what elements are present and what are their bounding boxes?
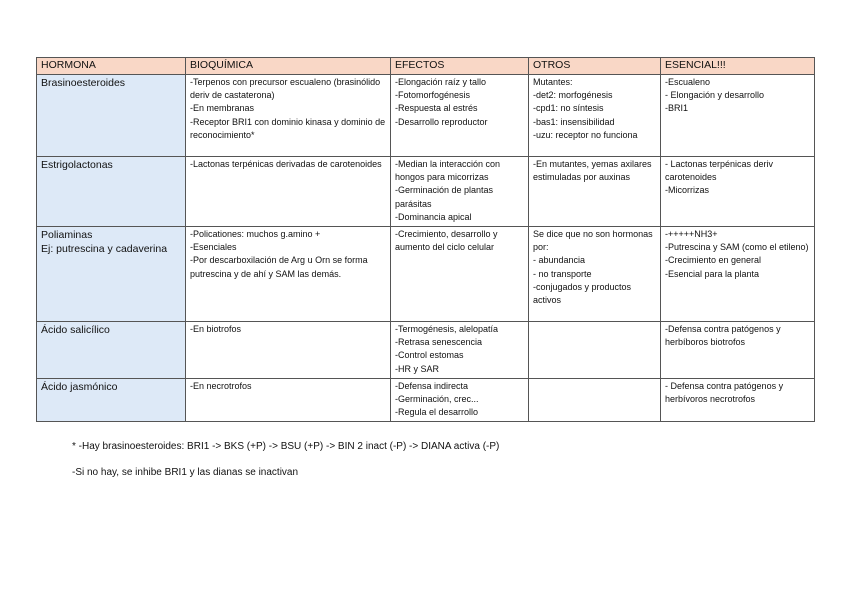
footnote-signaling: * -Hay brasinoesteroides: BRI1 -> BKS (+P) -> BSU (+P) -> BIN 2 inact (-P) -> DIANA activa (-P) [72,441,500,452]
cell-esencial [661,322,815,379]
cell-line: - abundancia [533,255,586,266]
cell-efectos [391,75,529,157]
cell-line: -Desarrollo reproductor [395,116,488,127]
cell-line: -Germinación de plantas parásitas [395,185,494,209]
cell-esencial [661,75,815,157]
header-bioquimica: BIOQUÍMICA [186,58,391,75]
cell-line: -Median la interacción con hongos para micorrizas [395,159,501,183]
header-hormona: HORMONA [37,58,186,75]
cell-line: -+++++NH3+ [665,229,718,240]
cell-line: -Crecimiento en general [665,255,762,266]
cell-bioquimica [186,157,391,227]
cell-line: -Control estomas [395,350,464,361]
table-row [37,227,815,322]
cell-efectos [391,157,529,227]
cell-hormona [37,157,186,227]
cell-line: -Policationes: muchos g.amino + [190,229,321,240]
header-esencial: ESENCIAL!!! [661,58,815,75]
cell-line: -Respuesta al estrés [395,103,478,114]
cell-line: -bas1: insensibilidad [533,116,615,127]
cell-line: -Esencial para la planta [665,268,760,279]
cell-bioquimica [186,378,391,422]
cell-line: - Lactonas terpénicas deriv carotenoides [665,159,774,183]
cell-line: Mutantes: [533,77,573,87]
cell-bioquimica [186,75,391,157]
cell-esencial [661,157,815,227]
cell-line: -En biotrofos [190,324,242,335]
cell-line: -Fotomorfogénesis [395,90,471,101]
cell-line: Ej: putrescina y cadaverina [41,243,168,256]
cell-bioquimica [186,227,391,322]
cell-line: - Elongación y desarrollo [665,90,765,101]
cell-line: -Crecimiento, desarrollo y aumento del ciclo celular [395,229,498,253]
cell-line: Se dice que no son hormonas por: [533,229,653,253]
cell-line: -Elongación raíz y tallo [395,77,487,87]
cell-otros [529,378,661,422]
cell-line: -Putrescina y SAM (como el etileno) [665,242,809,253]
cell-otros [529,322,661,379]
cell-line: -Micorrizas [665,185,709,196]
cell-hormona [37,75,186,157]
cell-line: Ácido salicílico [41,324,110,337]
table-row [37,157,815,227]
footnote-inhibition: -Si no hay, se inhibe BRI1 y las dianas se inactivan [72,467,299,478]
header-efectos: EFECTOS [391,58,529,75]
hormone-table [36,57,815,422]
cell-otros [529,157,661,227]
cell-line: -En mutantes, yemas axilares estimuladas por auxinas [533,159,652,183]
header-otros: OTROS [529,58,661,75]
cell-line: -Terpenos con precursor escualeno (brasinólido deriv de castaterona) [190,77,381,101]
cell-otros [529,227,661,322]
header-row [37,58,815,75]
cell-line: - no transporte [533,268,592,279]
cell-efectos [391,322,529,379]
cell-line: -Germinación, crec... [395,394,479,405]
cell-line: -uzu: receptor no funciona [533,129,638,140]
cell-line: -En necrotrofos [190,380,252,391]
table-row [37,378,815,422]
cell-line: -Retrasa senescencia [395,337,483,348]
cell-line: - Defensa contra patógenos y herbívoros necrotrofos [665,380,784,405]
cell-line: -Receptor BRI1 con dominio kinasa y dominio de reconocimiento* [190,116,386,140]
cell-line: Ácido jasmónico [41,380,118,393]
cell-line: Brasinoesteroides [41,77,126,89]
cell-line: -Termogénesis, alelopatía [395,324,499,335]
cell-esencial [661,227,815,322]
cell-line: -Esenciales [190,242,237,253]
cell-line: -Por descarboxilación de Arg u Orn se forma putrescina y de ahí y SAM las demás. [190,255,368,279]
cell-line: -Lactonas terpénicas derivadas de carotenoides [190,159,382,169]
cell-line: -Defensa contra patógenos y herbíboros biotrofos [665,324,781,348]
cell-line: -HR y SAR [395,363,440,374]
cell-hormona [37,227,186,322]
cell-line: -cpd1: no síntesis [533,103,604,114]
cell-hormona [37,378,186,422]
cell-line: -Escualeno [665,77,711,87]
cell-line: -Regula el desarrollo [395,407,479,418]
cell-line: -conjugados y productos activos [533,281,632,306]
cell-line: -BRI1 [665,103,689,114]
cell-line: Estrigolactonas [41,159,113,171]
cell-bioquimica [186,322,391,379]
cell-efectos [391,227,529,322]
cell-line: -Defensa indirecta [395,380,469,391]
cell-hormona [37,322,186,379]
cell-efectos [391,378,529,422]
table-row [37,75,815,157]
cell-otros [529,75,661,157]
cell-line: -det2: morfogénesis [533,90,613,101]
table-row [37,322,815,379]
table-body [37,75,815,422]
cell-line: -En membranas [190,103,255,114]
cell-line: Poliaminas [41,229,93,242]
cell-line: -Dominancia apical [395,211,472,222]
cell-esencial [661,378,815,422]
